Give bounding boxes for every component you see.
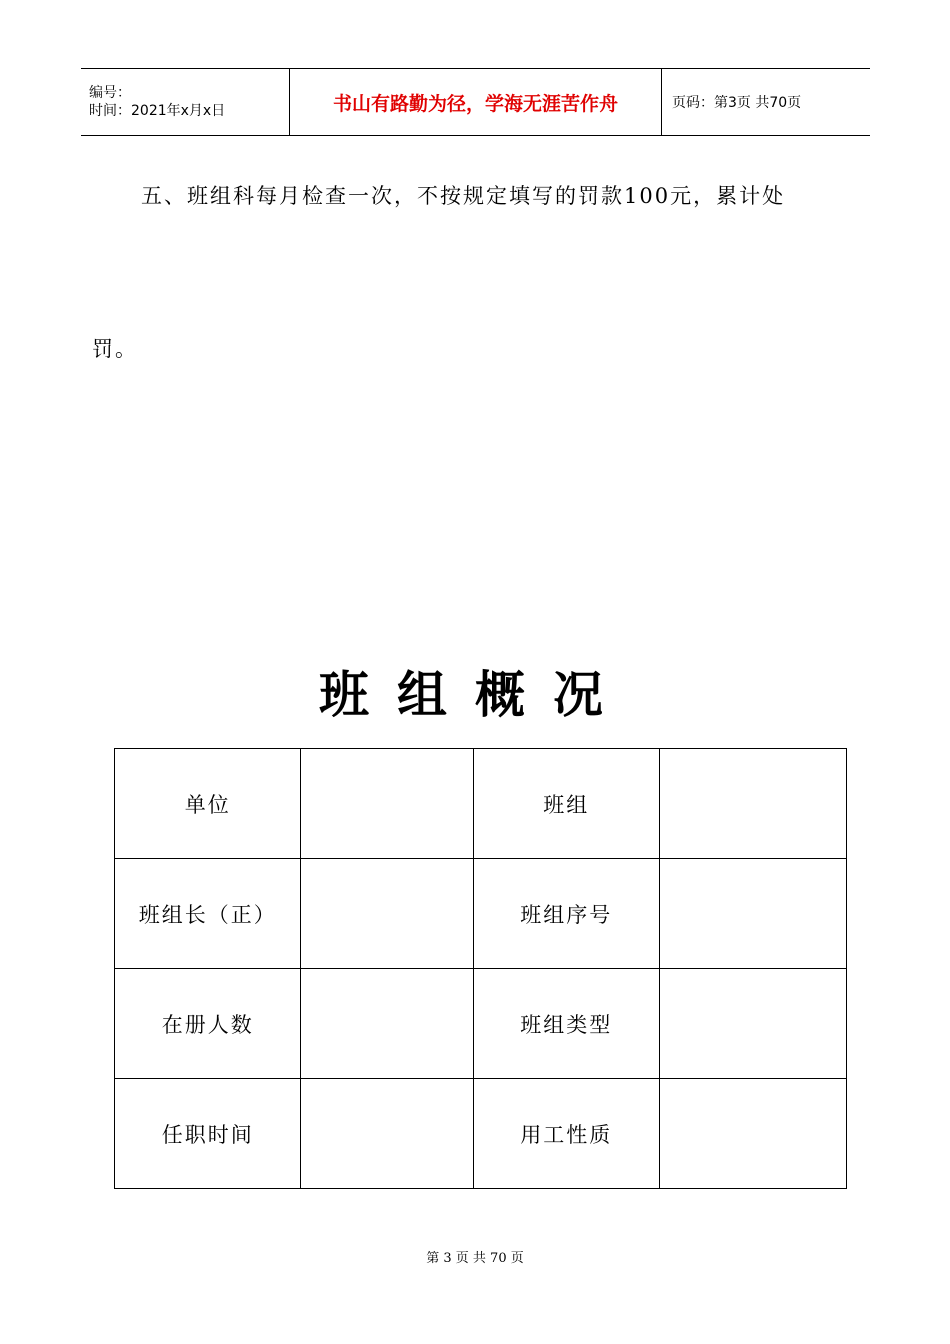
number-label: 编号： xyxy=(89,85,131,101)
table-label-cell: 班组长（正） xyxy=(115,859,301,969)
table-row xyxy=(115,859,847,969)
header-meta xyxy=(81,69,290,136)
table-row xyxy=(115,749,847,859)
team-overview-table xyxy=(114,748,847,1189)
page-footer: 第 3 页 共 70 页 xyxy=(426,1251,524,1266)
table-value-cell[interactable] xyxy=(301,749,473,859)
header-page-info: 页码：第3页 共70页 xyxy=(662,69,871,136)
table-row xyxy=(115,1079,847,1189)
table-value-cell[interactable] xyxy=(301,969,473,1079)
table-label-cell: 单位 xyxy=(115,749,301,859)
table-label-cell: 用工性质 xyxy=(473,1079,659,1189)
table-label-cell: 任职时间 xyxy=(115,1079,301,1189)
table-value-cell[interactable] xyxy=(659,969,846,1079)
date-label: 时间：2021年x月x日 xyxy=(89,103,226,119)
table-row xyxy=(115,969,847,1079)
table-value-cell[interactable] xyxy=(301,1079,473,1189)
body-paragraph-continuation: 罚。 xyxy=(92,337,138,361)
body-paragraph: 五、班组科每月检查一次，不按规定填写的罚款100元，累计处 xyxy=(141,184,786,208)
table-value-cell[interactable] xyxy=(301,859,473,969)
table-label-cell: 在册人数 xyxy=(115,969,301,1079)
page-title: 班组概况 xyxy=(319,665,631,724)
table-label-cell: 班组 xyxy=(473,749,659,859)
document-header xyxy=(81,68,870,136)
table-value-cell[interactable] xyxy=(659,1079,846,1189)
header-motto: 书山有路勤为径，学海无涯苦作舟 xyxy=(290,69,662,136)
table-value-cell[interactable] xyxy=(659,749,846,859)
table-label-cell: 班组类型 xyxy=(473,969,659,1079)
table-label-cell: 班组序号 xyxy=(473,859,659,969)
table-value-cell[interactable] xyxy=(659,859,846,969)
